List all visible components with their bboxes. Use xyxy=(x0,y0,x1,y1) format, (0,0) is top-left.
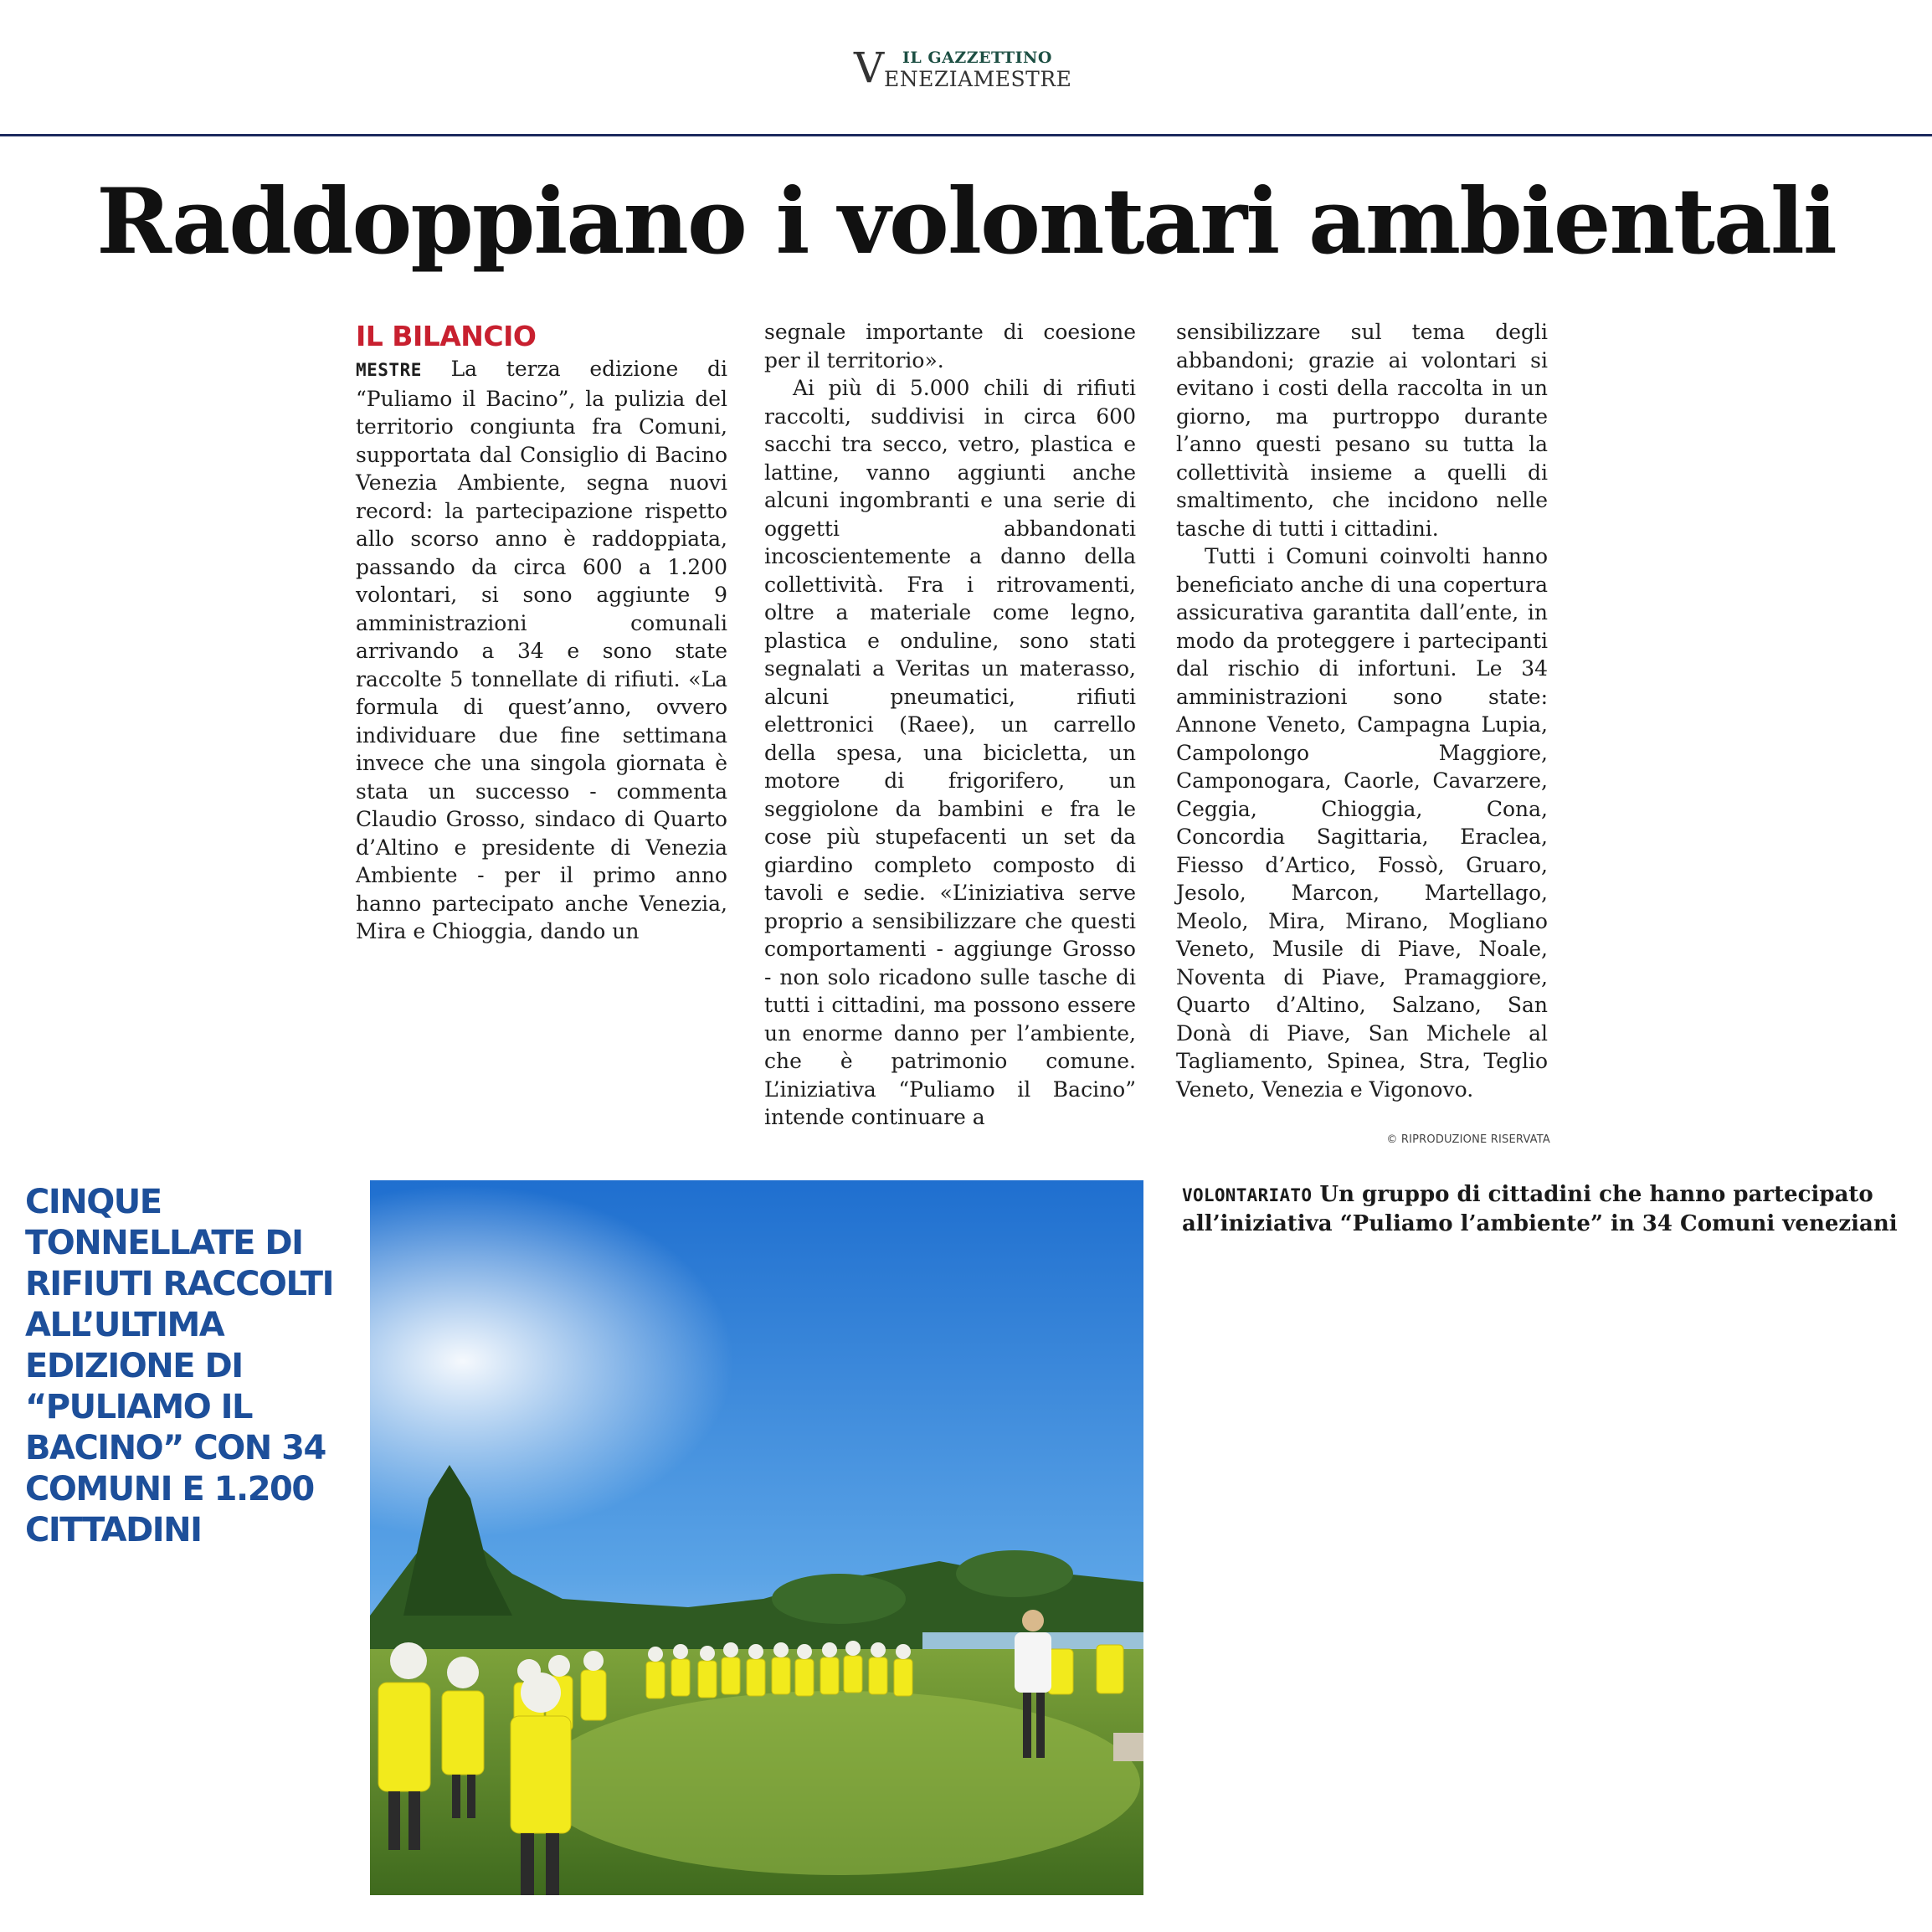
header-rule xyxy=(0,134,1932,136)
pull-quote: CINQUE TONNELLATE DI RIFIUTI RACCOLTI ALL’ULTIMA EDIZIONE DI “PULIAMO IL BACINO” CON 34 COMUNI E 1.200 CITTADINI xyxy=(25,1183,333,1549)
article-paragraph: Tutti i Comuni coinvolti hanno beneficiato anche di una copertura assicurativa garantita dall’ente, in modo da proteggere i partecipanti dal rischio di infortuni. Le 34 amministrazioni sono state: Annone Veneto, Campagna Lupia, Campolongo Maggiore, Camponogara, Caorle, Cavarzere, Ceggia, Chioggia, Cona, Concordia Sagittaria, Eraclea, Fiesso d’Artico, Fossò, Gruaro, Jesolo, Marcon, Martellago, Meolo, Mira, Mirano, Mogliano Veneto, Musile di Piave, Noale, Noventa di Piave, Pramaggiore, Quarto d’Altino, Salzano, San Donà di Piave, San Michele al Tagliamento, Spinea, Stra, Teglio Veneto, Venezia e Vigonovo. xyxy=(1176,544,1548,1102)
masthead-title: IL GAZZETTINO xyxy=(902,49,1052,67)
article-paragraph: segnale importante di coesione per il territorio». xyxy=(764,320,1136,373)
article-text: La terza edizione di “Puliamo il Bacino”, la pulizia del territorio congiunta fra Comuni, supportata dal Consiglio di Bacino Venezia Ambiente, segna nuovi record: la partecipazione rispetto allo scorso anno è raddoppiata, passando da circa 600 a 1.200 volontari, si sono aggiunte 9 amministrazioni comunali arrivando a 34 e sono state raccolte 5 tonnellate di rifiuti. «La formula di quest’anno, ovvero individuare due fine settimana invece che una singola giornata è stata un successo - commenta Claudio Grosso, sindaco di Quarto d’Altino e presidente di Venezia Ambiente - per il primo anno hanno partecipato anche Venezia, Mira e Chioggia, dando un xyxy=(356,357,727,943)
article-paragraph xyxy=(356,355,727,946)
article-column-1 xyxy=(356,318,727,946)
caption-text: Un gruppo di cittadini che hanno partecipato all’iniziativa “Puliamo l’ambiente” in 34 Comuni veneziani xyxy=(1182,1182,1898,1236)
caption-label: VOLONTARIATO xyxy=(1182,1185,1313,1205)
article-headline: Raddoppiano i volontari ambientali xyxy=(96,169,1836,275)
article-kicker: IL BILANCIO xyxy=(356,320,537,352)
article-paragraph: sensibilizzare sul tema degli abbandoni; grazie ai volontari si evitano i costi della raccolta in un giorno, ma purtroppo durante l’anno questi pesano su tutta la collettività insieme a quelli di smaltimento, che incidono nelle tasche di tutti i cittadini. xyxy=(1176,320,1548,541)
photo-caption xyxy=(1182,1180,1902,1238)
article-column-2 xyxy=(764,318,1136,1132)
masthead-logo xyxy=(854,44,1072,94)
masthead-edition: ENEZIAMESTRE xyxy=(884,67,1072,91)
copyright-note: © RIPRODUZIONE RISERVATA xyxy=(1386,1133,1550,1146)
masthead-initial: V xyxy=(854,44,885,92)
article-paragraph: Ai più di 5.000 chili di rifiuti raccolti, suddivisi in circa 600 sacchi tra secco, vetro, plastica e lattine, vanno aggiunti anche alcuni ingombranti e una serie di oggetti abbandonati incoscientemente a danno della collettività. Fra i ritrovamenti, oltre a materiale come legno, plastica e onduline, sono stati segnalati a Veritas un materasso, alcuni pneumatici, rifiuti elettronici (Raee), un carrello della spesa, una bicicletta, un motore di frigorifero, un seggiolone da bambini e fra le cose più stupefacenti un set da giardino completo composto di tavoli e sedie. «L’iniziativa serve proprio a sensibilizzare che questi comportamenti - aggiunge Grosso - non solo ricadono sulle tasche di tutti i cittadini, ma possono essere un enorme danno per l’ambiente, che è patrimonio comune. L’iniziativa “Puliamo il Bacino” intende continuare a xyxy=(764,376,1136,1129)
volunteers-photo xyxy=(370,1180,1143,1895)
article-column-3 xyxy=(1176,318,1548,1103)
dateline: MESTRE xyxy=(356,360,422,380)
